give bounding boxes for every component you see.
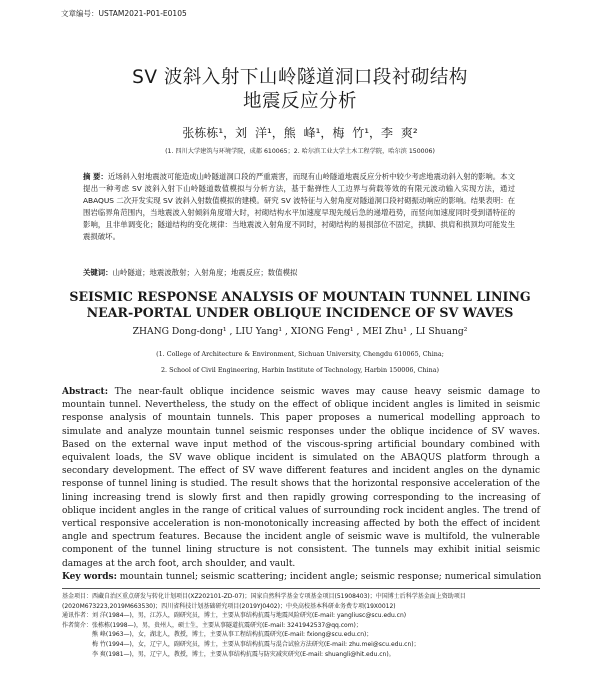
chinese-keywords-label: 关键词： [83,268,113,277]
chinese-title [0,66,600,114]
chinese-keywords [83,267,297,278]
english-abstract [62,386,540,571]
english-keywords [62,572,541,582]
chinese-title-line-2: 地震反应分析 [242,91,357,112]
document-number: 文章编号：USTAM2021-P01-E0105 [61,9,187,18]
chinese-abstract-text: 近场斜入射地震波可能造成山岭隧道洞口段的严重震害，而现有山岭隧道地震反应分析中较少考虑地震动斜入射的影响。本文提出一种考虑 SV 波斜入射下山岭隧道数值模拟与分析方法，基于黏弹性人工边界与荷载等效的有限元波动输入实现方法，通过 ABAQUS 二次开发实现 SV 波斜入射数值模拟的建模。研究 SV 波特征与入射角度对隧道洞口段衬砌振动响应的影响。结果表明：在围岩临界角范围内，当地震波入射倾斜角度增大时，衬砌结构水平加速度早现先缓后急的递增趋势，而竖向加速度同时受到谱特征的影响，且非单调变化；隧道结构的变化规律：当地震波入射角度不同时，衬砌结构的易损部位不固定，拱脚、拱肩和拱顶均可能发生震损破坏。 [83,172,516,242]
footnote-line: 作者简介：张栋栋(1998—)，男，贵州人，硕士生，主要从事隧道抗震研究(E-mail: 3241942537@qq.com)； [62,621,362,629]
english-abstract-label: Abstract: [62,387,109,397]
footnote-line: 李 爽(1981—)，男，辽宁人，教授，博士，主要从事结构抗震与防灾减灾研究(E-mail: shuangli@hit.edu.cn)。 [92,650,395,658]
chinese-title-line-1: SV 波斜入射下山岭隧道洞口段衬砌结构 [132,67,468,88]
chinese-authors: 张栋栋¹，刘 洋¹，熊 峰¹，梅 竹¹，李 爽² [182,126,418,140]
english-keywords-text: mountain tunnel; seismic scattering; incident angle; seismic response; numerical simulation [119,572,542,582]
footnote-line: 基金项目：西藏自治区重点研发与转化计划项目(XZ202101-ZD-07)；国家自然科学基金专项基金项目(51908403)；中国博士后科学基金面上资助项目 [62,593,466,600]
english-affiliation-2: 2. School of Civil Engineering, Harbin Institute of Technology, Harbin 150006, China) [160,366,440,374]
english-authors: ZHANG Dong-dong¹ , LIU Yang¹ , XIONG Feng¹ , MEI Zhu¹ , LI Shuang² [132,326,468,337]
english-abstract-text: The near-fault oblique incidence seismic waves may cause heavy seismic damage to mountain tunnel. Nevertheless, the study on the effect of oblique incident angles is limited in seismic response analysis of mountain tunnels. This paper proposes a numerical modelling approach to simulate and analyze mountain tunnel seismic responses under the oblique incidence of SV waves. Based on the external wave input method of the viscous-spring artificial boundary combined with equivalent loads, the SV wave oblique incident is simulated on the ABAQUS platform through a secondary development. The effect of SV wave different features and incident angles on the dynamic response of tunnel lining is studied. The result shows that the horizontal responsive acceleration of the lining increasing trend is slowly first and then rapidly growing corresponding to the increasing of oblique incident angles in the range of critical values of surrounding rock incident angles. The trend of vertical responsive acceleration is non-monotonically increasing affected by both the effect of incident angle and spectrum features. Because the incident angle of seismic wave is multifold, the vulnerable component of the tunnel lining structure is not consistent. The tunnels may exhibit initial seismic damages at the arch foot, arch shoulder, and vault. [62,387,541,569]
chinese-abstract-label: 摘 要： [83,172,108,181]
chinese-keywords-text: 山岭隧道；地震波散射；入射角度；地震反应；数值模拟 [112,268,298,277]
english-title-line-2: NEAR-PORTAL UNDER OBLIQUE INCIDENCE OF SV WAVES [86,305,514,320]
english-affiliation-1: (1. College of Architecture & Environment, Sichuan University, Chengdu 610065, China; [156,350,444,358]
chinese-affiliation: (1. 四川大学建筑与环境学院，成都 610065；2. 哈尔滨工业大学土木工程学院，哈尔滨 150006) [165,148,435,155]
footnote-divider [62,588,540,589]
chinese-abstract [83,171,515,244]
footnote-line: (2020M673223,2019M663530)；四川省科技计划基础研究项目(2019YJ0402)；中央高校基本科研业务费专项(19X0012) [62,602,396,610]
footnote-line: 梅 竹(1994—)，女，辽宁人，副研究员，博士，主要从事结构抗震与混合试验方法研究(E-mail: zhu.mei@scu.edu.cn)； [92,640,420,648]
english-title-line-1: SEISMIC RESPONSE ANALYSIS OF MOUNTAIN TUNNEL LINING [69,289,531,304]
footnote-line: 熊 峰(1963—)，女，湖北人，教授，博士，主要从事工程结构抗震研究(E-mail: fxiong@scu.edu.cn)； [92,631,373,639]
english-title [0,289,600,321]
footnote-line: 通讯作者：刘 洋(1984—)，男，江苏人，副研究员，博士，主要从事结构抗震与地震风险研究(E-mail: yangliusc@scu.edu.cn) [62,612,407,620]
english-keywords-label: Key words: [62,572,117,582]
footnotes [62,592,542,659]
